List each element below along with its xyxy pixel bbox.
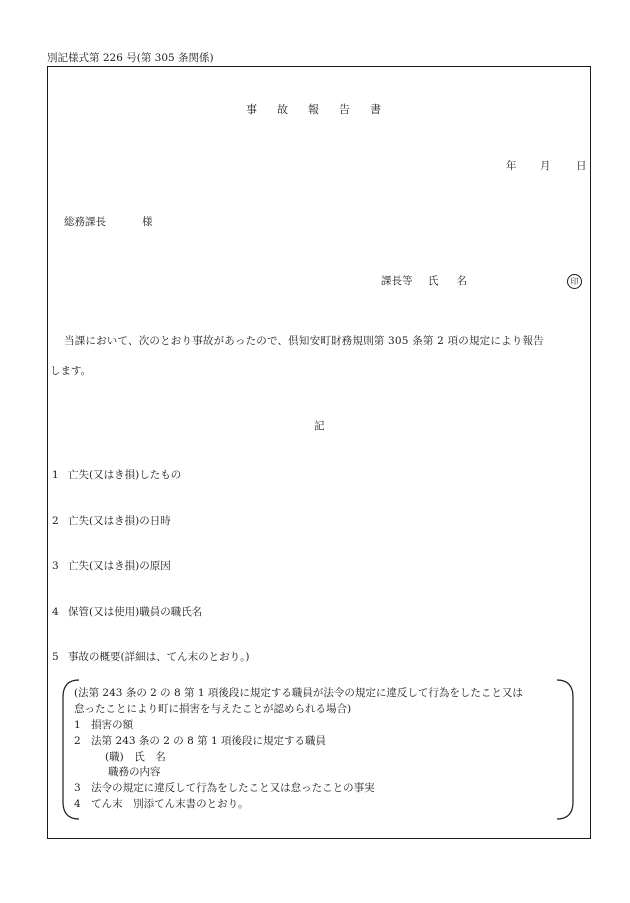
item-text: 亡失(又はき損)したもの: [68, 469, 182, 481]
date-day-label: 日: [576, 160, 587, 172]
form-header: 別記様式第 226 号(第 305 条関係): [47, 52, 214, 64]
list-item: [52, 561, 171, 572]
recipient-honorific: 様: [142, 216, 153, 228]
note-line: (法第 243 条の 2 の 8 第 1 項後段に規定する職員が法令の規定に違反して行為をしたこと又は: [74, 687, 523, 699]
list-item: [52, 652, 249, 663]
note-line: (職) 氏 名: [105, 751, 166, 763]
document-title: 事故報告書: [246, 103, 401, 116]
item-number: 1: [52, 469, 59, 481]
note-line: 3 法令の規定に違反して行為をしたこと又は怠ったことの事実: [74, 782, 375, 794]
item-number: 5: [52, 651, 59, 663]
item-number: 2: [52, 515, 59, 527]
item-text: 事故の概要(詳細は、てん末のとおり。): [68, 651, 250, 663]
reporter-name-label: 氏名: [428, 275, 485, 287]
note-line: 1 損害の額: [74, 719, 134, 731]
note-line: 職務の内容: [108, 766, 161, 778]
body-text-line-2: します。: [50, 365, 92, 377]
list-item: [52, 607, 202, 618]
seal-icon: 印: [567, 274, 582, 289]
list-item: [52, 516, 171, 527]
item-text: 亡失(又はき損)の日時: [68, 515, 171, 527]
note-line: 4 てん末 別添てん末書のとおり。: [74, 798, 249, 810]
list-item: [52, 470, 181, 481]
right-bracket-icon: [556, 679, 574, 820]
recipient-title: 総務課長: [64, 216, 106, 228]
record-label: 記: [314, 420, 325, 432]
body-text-line-1: 当課において、次のとおり事故があったので、倶知安町財務規則第 305 条第 2 項の規定により報告: [64, 335, 544, 347]
note-line: 2 法第 243 条の 2 の 8 第 1 項後段に規定する職員: [74, 735, 326, 747]
item-text: 保管(又は使用)職員の職氏名: [68, 606, 203, 618]
date-year-label: 年: [506, 160, 517, 172]
note-line: 怠ったことにより町に損害を与えたことが認められる場合): [74, 703, 352, 715]
date-month-label: 月: [540, 160, 551, 172]
recipient: [64, 217, 153, 228]
item-text: 亡失(又はき損)の原因: [68, 560, 171, 572]
reporter-label: 課長等: [381, 275, 413, 287]
item-number: 3: [52, 560, 59, 572]
item-number: 4: [52, 606, 59, 618]
